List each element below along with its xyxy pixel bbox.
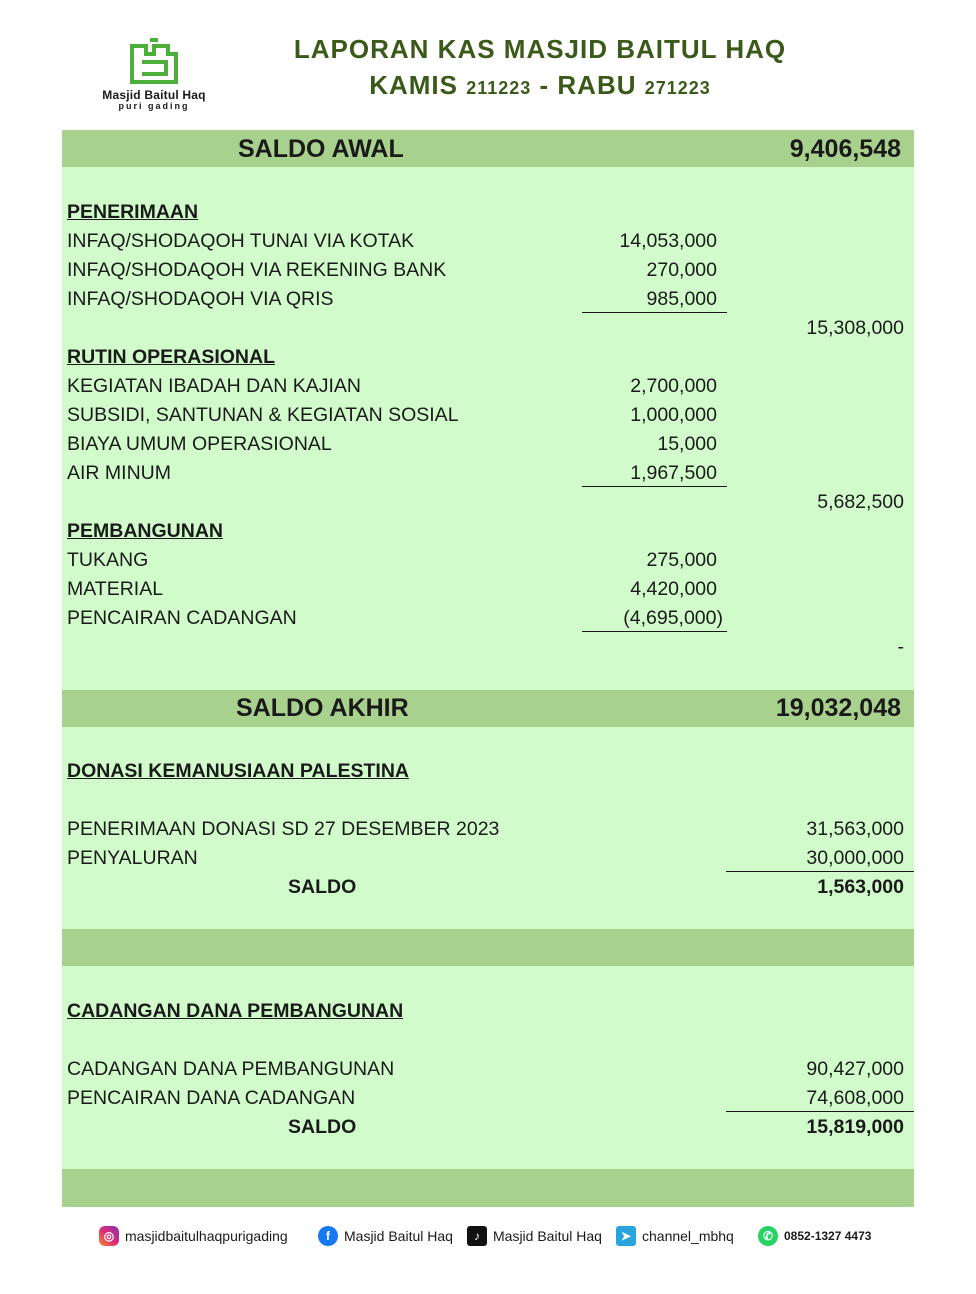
penerimaan-total: 15,308,000 — [806, 317, 904, 339]
cadangan-saldo-label: SALDO — [288, 1116, 357, 1138]
tiktok-icon: ♪ — [467, 1226, 487, 1246]
rutin-heading: RUTIN OPERASIONAL — [67, 346, 276, 368]
logo-subtitle: puri gading — [118, 101, 190, 111]
pembangunan-item-label: TUKANG — [67, 549, 149, 571]
report-period: KAMIS 211223 - RABU 271223 — [369, 70, 711, 100]
penerimaan-item-label: INFAQ/SHODAQOH TUNAI VIA KOTAK — [67, 230, 415, 252]
cadangan-heading: CADANGAN DANA PEMBANGUNAN — [67, 1000, 404, 1022]
cadangan-saldo-value: 15,819,000 — [806, 1116, 904, 1138]
rutin-item-label: AIR MINUM — [67, 462, 171, 484]
penerimaan-item-label: INFAQ/SHODAQOH VIA REKENING BANK — [67, 259, 447, 281]
facebook-icon: f — [318, 1226, 338, 1246]
saldo-awal-label: SALDO AWAL — [238, 135, 404, 163]
separator-band — [62, 929, 914, 966]
social-footer — [62, 1222, 914, 1250]
penerimaan-item-value: 270,000 — [646, 259, 717, 281]
subtotal-underline — [582, 312, 727, 313]
instagram-icon: ◎ — [99, 1226, 119, 1246]
instagram-handle: masjidbaitulhaqpurigading — [125, 1228, 288, 1244]
palestina-item-value: 31,563,000 — [806, 818, 904, 840]
footer-whatsapp[interactable] — [758, 1222, 871, 1250]
cadangan-item-label: CADANGAN DANA PEMBANGUNAN — [67, 1058, 395, 1080]
subtotal-underline — [582, 631, 727, 632]
saldo-akhir-value: 19,032,048 — [775, 694, 901, 722]
telegram-handle: channel_mbhq — [642, 1228, 734, 1244]
saldo-akhir-label: SALDO AKHIR — [236, 694, 409, 722]
footer-facebook[interactable] — [318, 1222, 453, 1250]
rutin-item-value: 2,700,000 — [630, 375, 717, 397]
footer-instagram[interactable] — [99, 1222, 288, 1250]
rutin-item-value: 15,000 — [657, 433, 717, 455]
rutin-total: 5,682,500 — [817, 491, 904, 513]
whatsapp-number: 0852-1327 4473 — [784, 1229, 872, 1243]
pembangunan-total: - — [897, 636, 904, 658]
palestina-item-label: PENERIMAAN DONASI SD 27 DESEMBER 2023 — [67, 818, 500, 840]
rutin-item-label: KEGIATAN IBADAH DAN KAJIAN — [67, 375, 362, 397]
footer-tiktok[interactable] — [467, 1222, 602, 1250]
cadangan-item-value: 90,427,000 — [806, 1058, 904, 1080]
rutin-item-value: 1,000,000 — [630, 404, 717, 426]
saldo-underline — [726, 1111, 914, 1112]
penerimaan-item-value: 14,053,000 — [619, 230, 717, 252]
palestina-saldo-label: SALDO — [288, 876, 357, 898]
rutin-item-value: 1,967,500 — [630, 462, 717, 484]
logo-name: Masjid Baitul Haq — [102, 88, 206, 102]
pembangunan-item-value: 275,000 — [646, 549, 717, 571]
facebook-handle: Masjid Baitul Haq — [344, 1228, 453, 1244]
bottom-band — [62, 1169, 914, 1207]
telegram-icon: ➤ — [616, 1226, 636, 1246]
pembangunan-item-label: MATERIAL — [67, 578, 164, 600]
whatsapp-icon: ✆ — [758, 1226, 778, 1246]
pembangunan-item-value: (4,695,000) — [623, 607, 723, 629]
footer-telegram[interactable] — [616, 1222, 734, 1250]
penerimaan-heading: PENERIMAAN — [67, 201, 199, 223]
cadangan-item-value: 74,608,000 — [806, 1087, 904, 1109]
pembangunan-item-value: 4,420,000 — [630, 578, 717, 600]
saldo-underline — [726, 871, 914, 872]
palestina-item-value: 30,000,000 — [806, 847, 904, 869]
penerimaan-item-value: 985,000 — [646, 288, 717, 310]
pembangunan-heading: PEMBANGUNAN — [67, 520, 223, 542]
cadangan-item-label: PENCAIRAN DANA CADANGAN — [67, 1087, 356, 1109]
subtotal-underline — [582, 486, 727, 487]
saldo-awal-value: 9,406,548 — [789, 135, 901, 163]
palestina-heading: DONASI KEMANUSIAAN PALESTINA — [67, 760, 409, 782]
rutin-item-label: SUBSIDI, SANTUNAN & KEGIATAN SOSIAL — [67, 404, 459, 426]
palestina-saldo-value: 1,563,000 — [817, 876, 904, 898]
penerimaan-item-label: INFAQ/SHODAQOH VIA QRIS — [67, 288, 334, 310]
palestina-item-label: PENYALURAN — [67, 847, 198, 869]
report-title: LAPORAN KAS MASJID BAITUL HAQ — [293, 34, 787, 64]
pembangunan-item-label: PENCAIRAN CADANGAN — [67, 607, 297, 629]
tiktok-handle: Masjid Baitul Haq — [493, 1228, 602, 1244]
rutin-item-label: BIAYA UMUM OPERASIONAL — [67, 433, 332, 455]
